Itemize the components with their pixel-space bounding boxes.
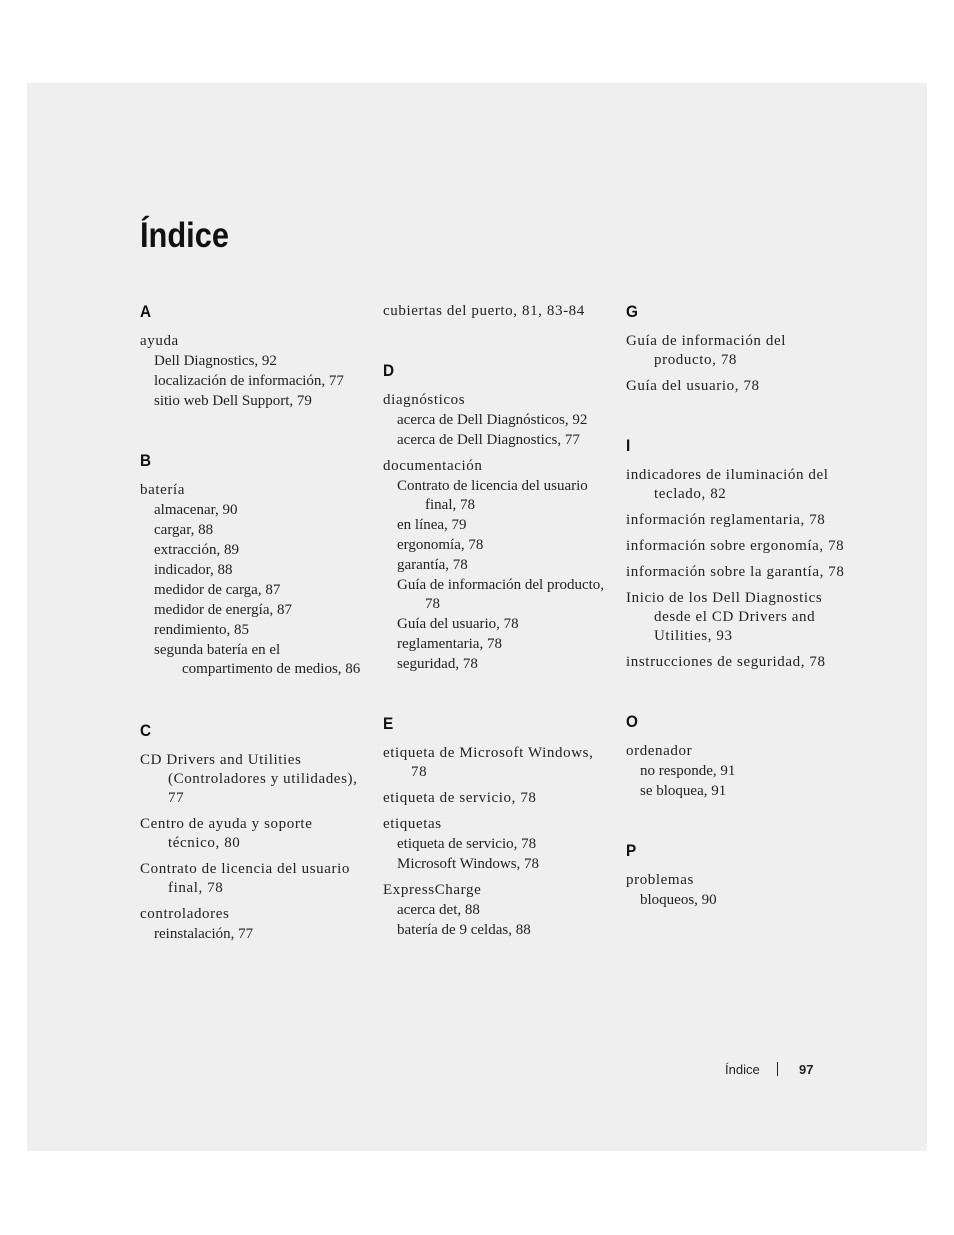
index-subentry: reglamentaria, 78 [397, 636, 502, 652]
index-subentry: localización de información, 77 [154, 373, 344, 389]
index-entry [626, 742, 851, 801]
section-letter: I [626, 436, 631, 455]
index-subentry: medidor de energía, 87 [154, 602, 293, 618]
index-entry [383, 457, 608, 674]
index-subentry: indicador, 88 [154, 562, 233, 578]
index-term: etiqueta de servicio, 78 [383, 790, 537, 806]
index-column-2 [383, 302, 608, 947]
index-subentry: no responde, 91 [640, 763, 736, 779]
index-subentry: medidor de carga, 87 [154, 582, 281, 598]
index-term: batería [140, 482, 186, 498]
index-subentry: garantía, 78 [397, 557, 468, 573]
index-term: ayuda [140, 333, 179, 349]
index-entry [626, 563, 851, 582]
index-term: Inicio de los Dell Diagnostics desde el CD Drivers and Utilities, 93 [626, 590, 823, 644]
index-term: indicadores de iluminación del teclado, 82 [626, 467, 829, 502]
index-entry [626, 653, 851, 672]
index-subentry: Guía de información del producto, 78 [397, 577, 605, 612]
index-section [383, 714, 608, 940]
footer-separator [777, 1062, 778, 1076]
index-subentry: Guía del usuario, 78 [397, 616, 519, 632]
index-entry [383, 815, 608, 874]
index-subentry: sitio web Dell Support, 79 [154, 393, 312, 409]
index-term: información reglamentaria, 78 [626, 512, 826, 528]
index-subentry: reinstalación, 77 [154, 926, 254, 942]
section-letter: B [140, 451, 152, 470]
section-letter: D [383, 361, 395, 380]
section-letter: G [626, 302, 638, 321]
index-section [626, 436, 851, 672]
index-column-1 [140, 302, 365, 951]
index-subentry: se bloquea, 91 [640, 783, 727, 799]
section-letter: C [140, 721, 152, 740]
index-entry [626, 466, 851, 504]
index-subentry: Microsoft Windows, 78 [397, 856, 540, 872]
index-section [626, 841, 851, 910]
index-entry [626, 332, 851, 370]
index-section [140, 302, 365, 411]
index-section [383, 302, 608, 321]
index-term: documentación [383, 458, 483, 474]
index-subentry: rendimiento, 85 [154, 622, 249, 638]
index-subentry: cargar, 88 [154, 522, 214, 538]
index-term: Centro de ayuda y soporte técnico, 80 [140, 816, 313, 851]
index-subentry: almacenar, 90 [154, 502, 238, 518]
index-term: Guía del usuario, 78 [626, 378, 760, 394]
index-subentry: acerca de Dell Diagnostics, 77 [397, 432, 580, 448]
index-term: Contrato de licencia del usuario final, 78 [140, 861, 350, 896]
index-term: información sobre ergonomía, 78 [626, 538, 845, 554]
index-term: Guía de información del producto, 78 [626, 333, 786, 368]
index-entry [383, 302, 608, 321]
index-term: problemas [626, 872, 694, 888]
footer-label: Índice [725, 1062, 760, 1077]
index-entry [626, 871, 851, 910]
index-term: CD Drivers and Utilities (Controladores y utilidades), 77 [140, 752, 358, 806]
index-term: controladores [140, 906, 230, 922]
index-term: ordenador [626, 743, 693, 759]
index-entry [383, 881, 608, 940]
index-subentry: acerca det, 88 [397, 902, 480, 918]
section-letter: A [140, 302, 152, 321]
index-section [140, 721, 365, 944]
index-entry [383, 391, 608, 450]
index-subentry: Contrato de licencia del usuario final, 78 [397, 478, 588, 513]
index-section [383, 361, 608, 674]
section-letter: O [626, 712, 638, 731]
index-entry [140, 860, 365, 898]
page-number: 97 [799, 1062, 814, 1077]
index-entry [140, 751, 365, 808]
index-subentry: en línea, 79 [397, 517, 467, 533]
index-entry [626, 377, 851, 396]
index-section [626, 302, 851, 396]
index-subentry: ergonomía, 78 [397, 537, 484, 553]
index-entry [140, 481, 365, 679]
index-subentry: extracción, 89 [154, 542, 239, 558]
index-subentry: segunda batería en el compartimento de medios, 86 [154, 642, 361, 677]
section-letter: P [626, 841, 637, 860]
index-subentry: acerca de Dell Diagnósticos, 92 [397, 412, 588, 428]
index-section [140, 451, 365, 679]
index-entry [140, 815, 365, 853]
index-entry [140, 332, 365, 411]
index-column-3 [626, 302, 851, 917]
index-term: cubiertas del puerto, 81, 83-84 [383, 303, 585, 319]
index-term: etiquetas [383, 816, 442, 832]
index-subentry: batería de 9 celdas, 88 [397, 922, 531, 938]
index-term: información sobre la garantía, 78 [626, 564, 845, 580]
index-entry [140, 905, 365, 944]
section-letter: E [383, 714, 394, 733]
index-term: ExpressCharge [383, 882, 482, 898]
index-term: instrucciones de seguridad, 78 [626, 654, 826, 670]
index-entry [383, 789, 608, 808]
index-subentry: bloqueos, 90 [640, 892, 717, 908]
index-entry [626, 589, 851, 646]
index-term: etiqueta de Microsoft Windows, 78 [383, 745, 594, 780]
index-entry [626, 511, 851, 530]
index-subentry: etiqueta de servicio, 78 [397, 836, 537, 852]
index-subentry: Dell Diagnostics, 92 [154, 353, 277, 369]
page-title: Índice [140, 216, 230, 255]
index-term: diagnósticos [383, 392, 466, 408]
index-entry [383, 744, 608, 782]
index-entry [626, 537, 851, 556]
index-section [626, 712, 851, 801]
index-subentry: seguridad, 78 [397, 656, 478, 672]
